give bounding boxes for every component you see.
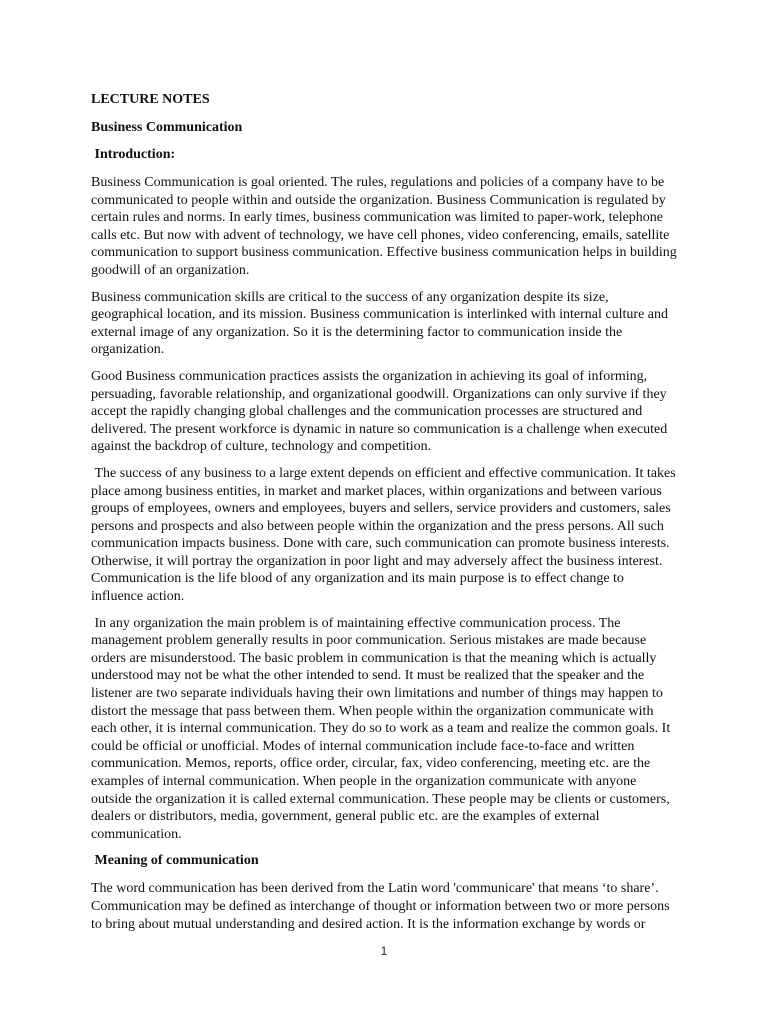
paragraph: Business Communication is goal oriented. The rules, regulations and policies of a company have to be communicated to people within and outside the organization. Business Communication is regulated by certain rules and norms. In early times, business communication was limited to paper-work, telephone calls etc. But now with advent of technology, we have cell phones, video conferencing, emails, satellite communication to support business communication. Effective business communication helps in building goodwill of an organization. (91, 175, 681, 278)
paragraph: Good Business communication practices assists the organization in achieving its goal of informing, persuading, favorable relationship, and organizational goodwill. Organizations can only survive if they accept the rapidly changing global challenges and the communication processes are structured and delivered. The present workforce is dynamic in nature so communication is a challenge when executed against the backdrop of culture, technology and competition. (91, 368, 671, 455)
document-subtitle: Business Communication (91, 120, 243, 135)
paragraph: The success of any business to a large extent depends on efficient and effective communication. It takes place among business entities, in market and market places, within organizations and between various groups of employees, owners and employees, buyers and sellers, service providers and customers, sales persons and prospects and also between people within the organization and the press persons. All such communication impacts business. Done with care, such communication can promote business interests. Otherwise, it will portray the organization in poor light and may adversely affect the business interest. Communication is the life blood of any organization and its main purpose is to effect change to influence action. (91, 465, 680, 605)
document-title: LECTURE NOTES (91, 92, 210, 107)
section-heading-meaning: Meaning of communication (91, 853, 259, 869)
paragraph: The word communication has been derived from the Latin word 'communicare' that means ‘to share’. Communication may be defined as interchange of thought or information between two or more persons to bring about mutual understanding and desired action. It is the information exchange by words or (91, 881, 674, 932)
paragraph: Business communication skills are critical to the success of any organization despite its size, geographical location, and its mission. Business communication is interlinked with internal culture and external image of any organization. So it is the determining factor to communication inside the organization. (91, 289, 672, 358)
page-number: 1 (380, 944, 388, 958)
page-content (91, 91, 679, 942)
section-heading-introduction: Introduction: (91, 147, 176, 162)
paragraph: In any organization the main problem is of maintaining effective communication process. The management problem generally results in poor communication. Serious mistakes are made because orders are misunderstood. The basic problem in communication is that the meaning which is actually understood may not be what the other intended to send. It must be realized that the speaker and the listener are two separate individuals having their own limitations and number of things may happen to distort the message that pass between them. When people within the organization communicate with each other, it is internal communication. They do so to work as a team and realize the common goals. It could be official or unofficial. Modes of internal communication include face-to-face and written communication. Memos, reports, office order, circular, fax, video conferencing, meeting etc. are the examples of internal communication. When people in the organization communicate with anyone outside the organization it is called external communication. These people may be clients or customers, dealers or distributors, media, government, general public etc. are the examples of external communication. (91, 615, 674, 842)
